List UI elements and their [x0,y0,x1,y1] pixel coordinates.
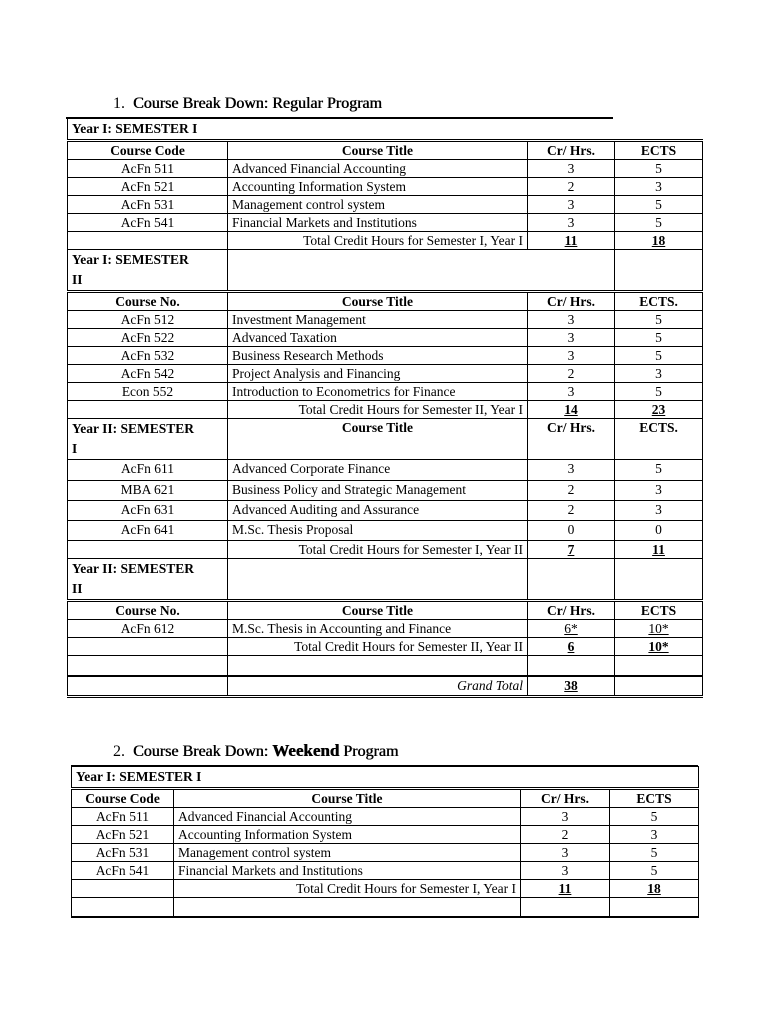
ects: 5 [615,311,703,329]
table-row [68,160,703,178]
grand-total-row [68,676,703,697]
cr-hrs: 3 [528,347,615,365]
course-title: M.Sc. Thesis Proposal [228,521,528,541]
blank-cell [615,676,703,697]
semester-label-row [68,559,703,601]
course-title: Management control system [228,196,528,214]
course-code: AcFn 522 [68,329,228,347]
cr-hrs: 3 [521,844,610,862]
course-code: AcFn 541 [68,214,228,232]
semester-label-line2: I [72,441,78,456]
course-title: Business Policy and Strategic Management [228,481,528,501]
semester-label-line2: II [72,581,83,596]
course-code: AcFn 542 [68,365,228,383]
total-ects: 18 [615,232,703,250]
semester-label-row [72,766,699,789]
semester-label [68,419,228,460]
blank-cell [228,559,528,601]
table-header-row [68,141,703,160]
cr-hrs: 3 [521,808,610,826]
course-code: AcFn 611 [68,460,228,481]
table-row [72,862,699,880]
semester-label-line1: Year I: SEMESTER [72,252,189,267]
header-cr-hrs: Cr/ Hrs. [528,292,615,311]
header-course-no: Course No. [68,601,228,620]
section-1-number: 1. [113,95,125,112]
table-row [68,521,703,541]
header-ects: ECTS [610,789,699,808]
table-row [68,501,703,521]
semester-label: Year I: SEMESTER I [68,118,703,141]
ects: 5 [610,862,699,880]
course-title: Financial Markets and Institutions [228,214,528,232]
section-1-title: Course Break Down: Regular Program [133,95,382,112]
total-label: Total Credit Hours for Semester I, Year I [228,232,528,250]
table-row [68,311,703,329]
weekend-program-table [71,766,699,918]
section-2-title-a: Course Break Down: [133,743,273,760]
header-course-code: Course Code [72,789,174,808]
semester-label-line1: Year II: SEMESTER [72,561,195,576]
header-cr-hrs: Cr/ Hrs. [521,789,610,808]
blank-cell [72,898,174,918]
table-row [68,481,703,501]
section-2-heading [113,742,398,761]
blank-cell [174,898,521,918]
total-row [68,541,703,559]
total-cr-hrs: 6 [528,638,615,656]
course-code: AcFn 641 [68,521,228,541]
total-ects: 18 [610,880,699,898]
total-ects: 11 [615,541,703,559]
ects: 5 [615,329,703,347]
cr-hrs: 6* [528,620,615,638]
header-course-code: Course Code [68,141,228,160]
ects: 10* [615,620,703,638]
table-row [72,808,699,826]
ects: 5 [610,844,699,862]
blank-cell [521,898,610,918]
ects: 5 [615,196,703,214]
semester-label-line1: Year II: SEMESTER [72,421,195,436]
section-2-number: 2. [113,743,125,760]
header-ects: ECTS [615,141,703,160]
course-title: Advanced Auditing and Assurance [228,501,528,521]
table-row [68,214,703,232]
cr-hrs: 2 [528,501,615,521]
ects: 5 [610,808,699,826]
grand-total-cr-hrs: 38 [528,676,615,697]
blank-cell [615,250,703,292]
course-title: Investment Management [228,311,528,329]
total-cr-hrs: 14 [528,401,615,419]
course-title: Introduction to Econometrics for Finance [228,383,528,401]
blank-cell [68,541,228,559]
course-code: AcFn 531 [68,196,228,214]
total-cr-hrs: 11 [521,880,610,898]
table-row [68,365,703,383]
course-code: AcFn 512 [68,311,228,329]
course-title: Advanced Corporate Finance [228,460,528,481]
ects: 0 [615,521,703,541]
header-cr-hrs: Cr/ Hrs. [528,141,615,160]
semester-label-row [68,250,703,292]
table-header-row [68,601,703,620]
blank-cell [68,638,228,656]
ects: 3 [615,481,703,501]
course-title: Business Research Methods [228,347,528,365]
table-row [68,329,703,347]
total-row [68,401,703,419]
total-row [68,232,703,250]
ects: 3 [615,501,703,521]
regular-program-table [67,118,703,698]
header-cr-hrs: Cr/ Hrs. [528,601,615,620]
course-code: AcFn 612 [68,620,228,638]
cr-hrs: 2 [528,481,615,501]
total-label: Total Credit Hours for Semester II, Year II [228,638,528,656]
cr-hrs: 2 [528,365,615,383]
header-course-title: Course Title [228,601,528,620]
blank-cell [68,656,228,677]
header-course-title: Course Title [228,419,528,460]
cr-hrs: 3 [528,160,615,178]
ects: 3 [615,365,703,383]
course-title: Advanced Taxation [228,329,528,347]
cr-hrs: 0 [528,521,615,541]
cr-hrs: 3 [528,460,615,481]
course-title: Project Analysis and Financing [228,365,528,383]
course-code: AcFn 532 [68,347,228,365]
blank-cell [68,232,228,250]
empty-row [72,898,699,918]
cr-hrs: 3 [528,214,615,232]
blank-cell [615,559,703,601]
table-header-row [72,789,699,808]
course-title: Financial Markets and Institutions [174,862,521,880]
cr-hrs: 3 [528,196,615,214]
blank-cell [615,656,703,677]
blank-cell [68,401,228,419]
table-row [68,196,703,214]
course-title: M.Sc. Thesis in Accounting and Finance [228,620,528,638]
course-title: Advanced Financial Accounting [228,160,528,178]
cr-hrs: 3 [528,383,615,401]
total-cr-hrs: 11 [528,232,615,250]
total-cr-hrs: 7 [528,541,615,559]
ects: 5 [615,347,703,365]
table-row [68,620,703,638]
header-course-no: Course No. [68,292,228,311]
total-ects: 23 [615,401,703,419]
course-code: AcFn 531 [72,844,174,862]
table-row [72,826,699,844]
cr-hrs: 3 [528,329,615,347]
course-code: AcFn 521 [68,178,228,196]
table-row [68,178,703,196]
semester-label [68,250,228,292]
course-title: Accounting Information System [228,178,528,196]
course-title: Advanced Financial Accounting [174,808,521,826]
semester-header-row [68,419,703,460]
section-2-title-c: Program [339,743,399,760]
semester-label [68,559,228,601]
table-row [68,347,703,365]
course-code: AcFn 521 [72,826,174,844]
course-code: AcFn 541 [72,862,174,880]
total-row [72,880,699,898]
cr-hrs: 3 [528,311,615,329]
total-row [68,638,703,656]
table-row [68,383,703,401]
cr-hrs: 2 [521,826,610,844]
ects: 3 [610,826,699,844]
blank-cell [610,898,699,918]
ects: 5 [615,383,703,401]
blank-cell [528,559,615,601]
semester-label: Year I: SEMESTER I [72,766,699,789]
blank-cell [68,676,228,697]
total-label: Total Credit Hours for Semester I, Year II [228,541,528,559]
course-code: AcFn 511 [72,808,174,826]
course-title: Accounting Information System [174,826,521,844]
header-ects: ECTS [615,601,703,620]
course-code: MBA 621 [68,481,228,501]
section-2-title-b: Weekend [272,741,340,760]
header-course-title: Course Title [174,789,521,808]
blank-cell [72,880,174,898]
course-code: Econ 552 [68,383,228,401]
empty-row [68,656,703,677]
course-code: AcFn 511 [68,160,228,178]
semester-label-row [68,118,703,141]
header-cr-hrs: Cr/ Hrs. [528,419,615,460]
ects: 5 [615,460,703,481]
total-ects: 10* [615,638,703,656]
total-label: Total Credit Hours for Semester II, Year I [228,401,528,419]
ects: 5 [615,160,703,178]
course-code: AcFn 631 [68,501,228,521]
ects: 3 [615,178,703,196]
grand-total-label: Grand Total [228,676,528,697]
semester-label-line2: II [72,272,83,287]
table-header-row [68,292,703,311]
section-1-heading [113,95,382,113]
table-row [72,844,699,862]
ects: 5 [615,214,703,232]
table-row [68,460,703,481]
header-course-title: Course Title [228,292,528,311]
header-ects: ECTS. [615,419,703,460]
header-ects: ECTS. [615,292,703,311]
cr-hrs: 2 [528,178,615,196]
course-title: Management control system [174,844,521,862]
blank-cell [228,250,615,292]
header-course-title: Course Title [228,141,528,160]
cr-hrs: 3 [521,862,610,880]
total-label: Total Credit Hours for Semester I, Year I [174,880,521,898]
blank-cell [528,656,615,677]
blank-cell [228,656,528,677]
